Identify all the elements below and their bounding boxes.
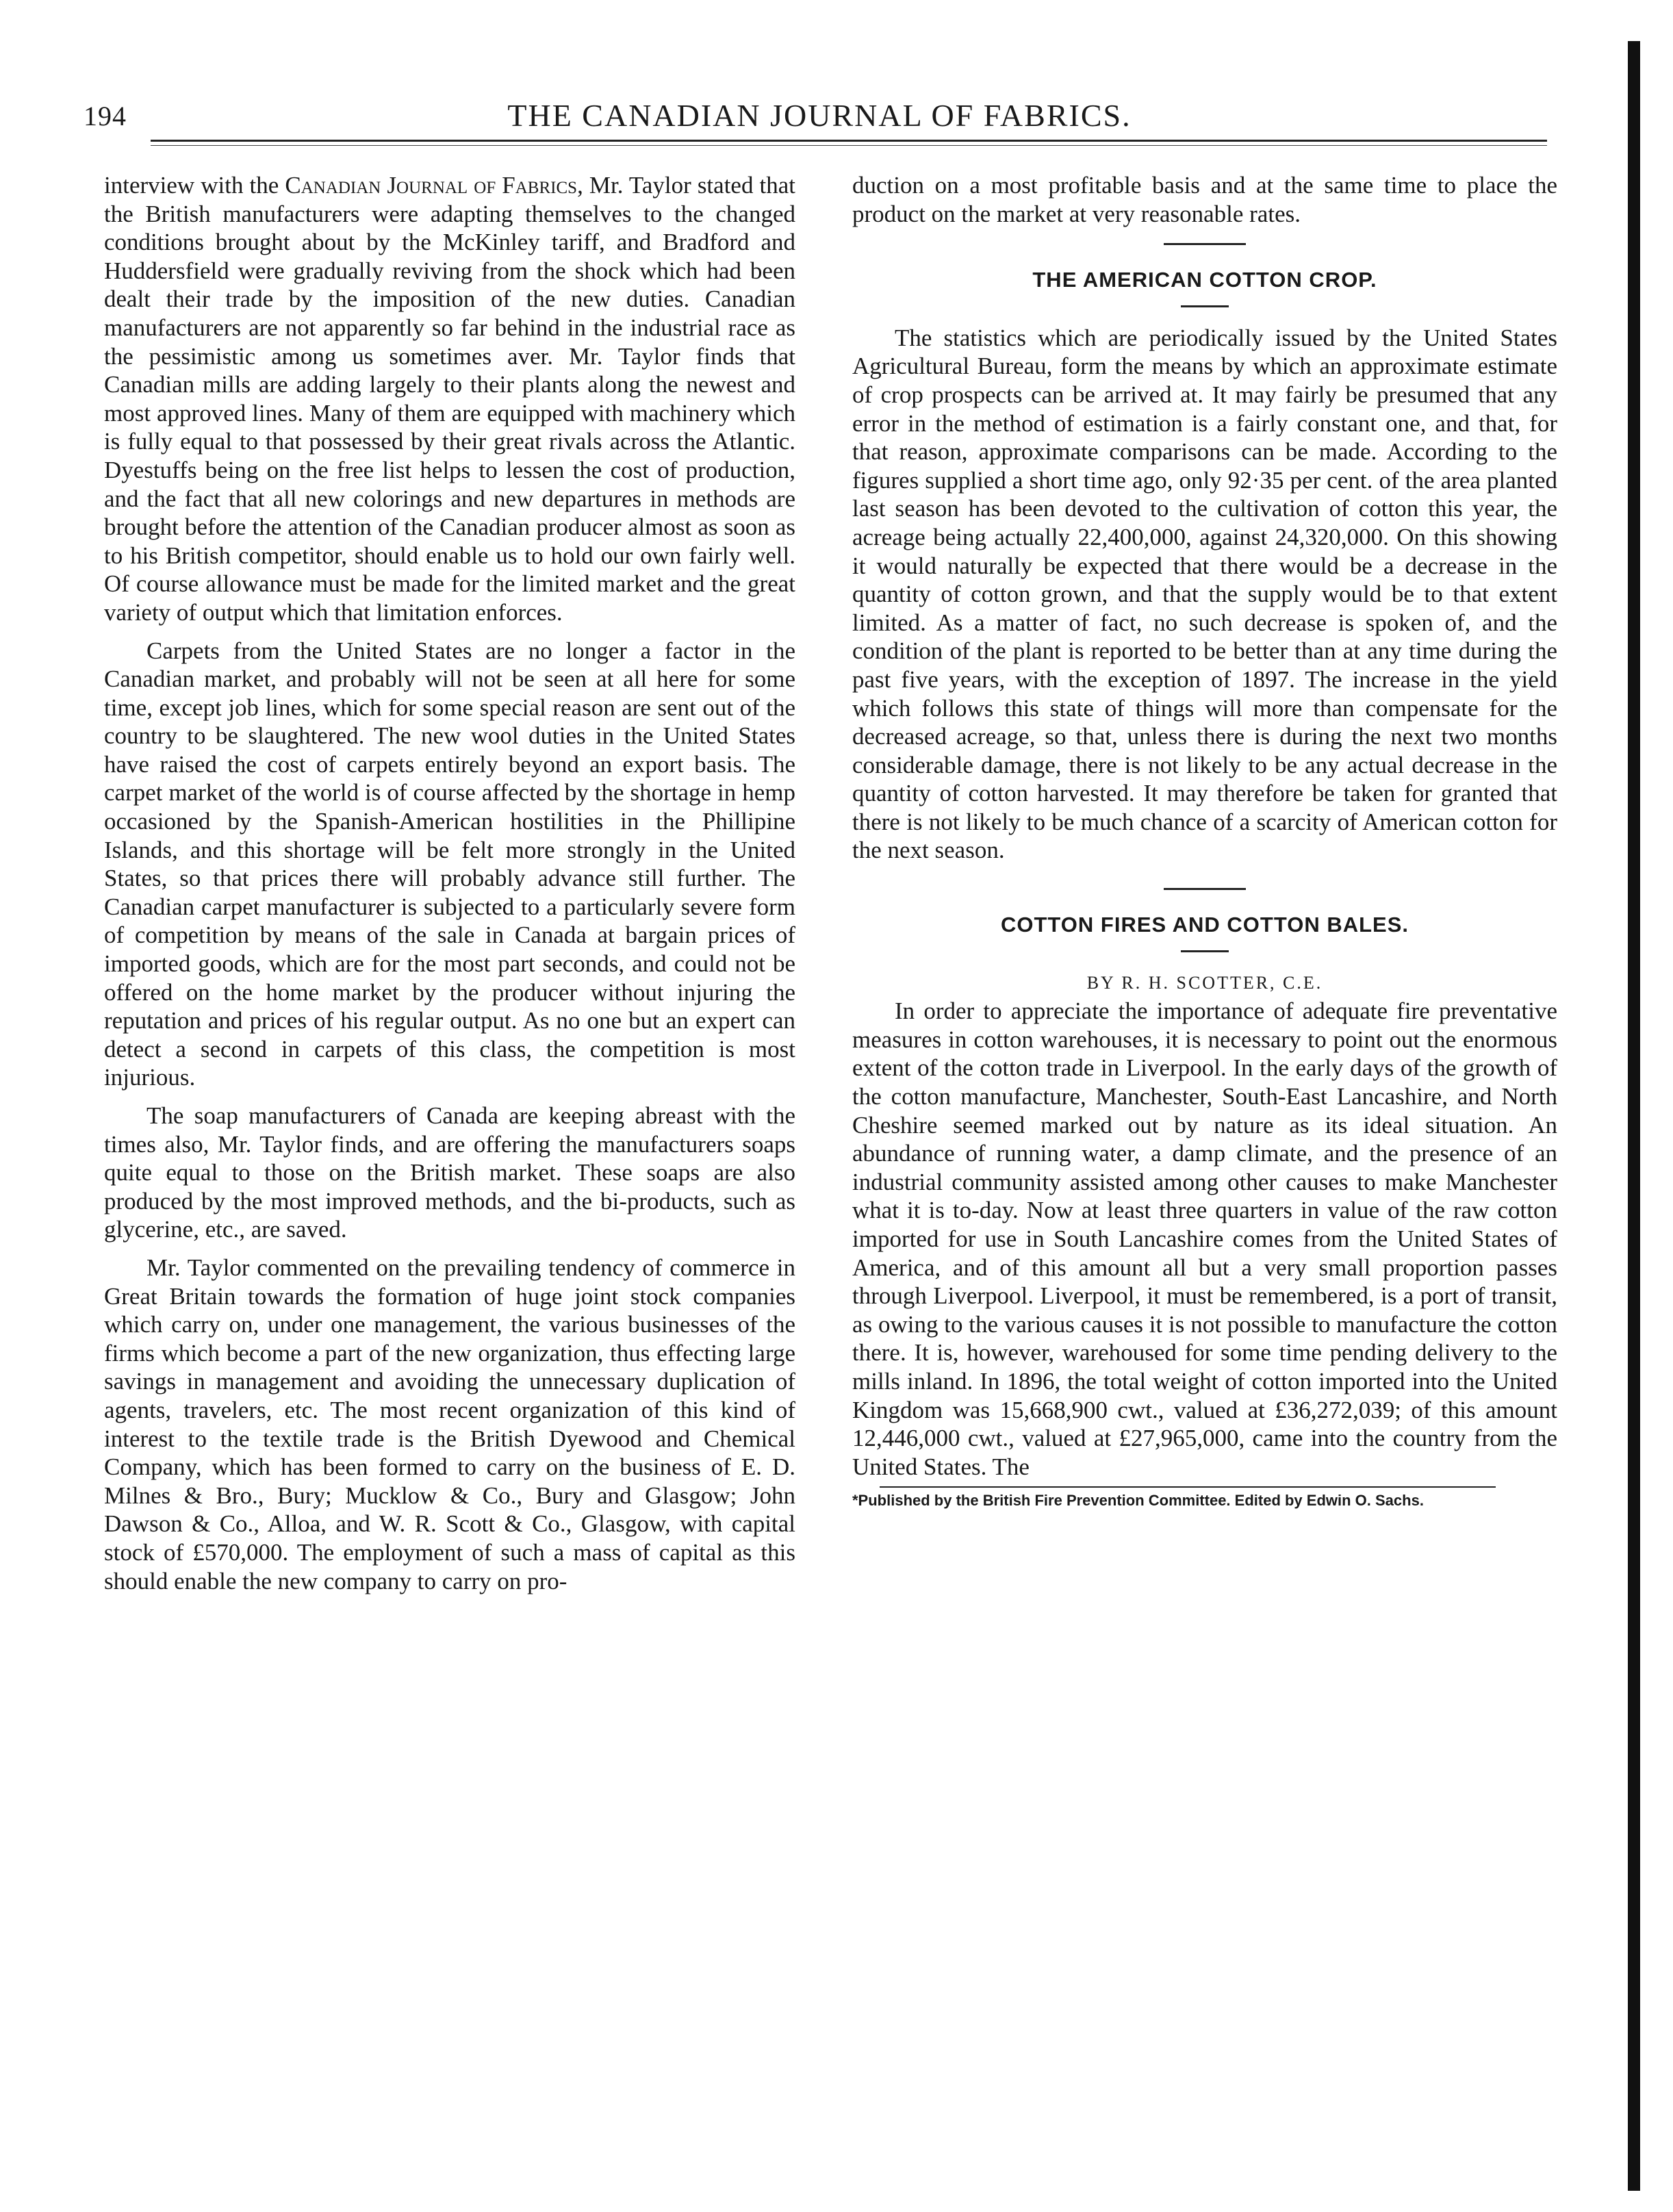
left-column bbox=[104, 171, 795, 1595]
paragraph-joint-stock: Mr. Taylor commented on the prevailing tendency of commerce in Great Britain towards the formation of huge joint stock companies which carry on, under one management, the various businesses of the firms which become a part of the new organization, thus effecting large savings in management and avoiding the unnecessary duplication of agents, travelers, etc. The most recent organization of this kind of interest to the textile trade is the British Dyewood and Chemical Company, which has been formed to carry on the business of E. D. Milnes & Bro., Bury; Mucklow & Co., Bury and Glasgow; John Dawson & Co., Alloa, and W. R. Scott & Co., Glasgow, with capital stock of £570,000. The employment of such a mass of capital as this should enable the new company to carry on pro- bbox=[104, 1254, 795, 1594]
footnote-rule bbox=[880, 1486, 1496, 1488]
section-divider bbox=[1164, 243, 1246, 245]
page-number: 194 bbox=[84, 101, 127, 131]
paragraph-cotton-fires: In order to appreciate the importance of adequate fire preventative measures in cotton warehouses, it is necessary to point out the enormous extent of the cotton trade in Liverpool. In the early days of the growth of the cotton manufacture, Manchester, South-East Lancashire, and North Cheshire seemed marked out by nature as its ideal situation. An abundance of running water, a damp climate, and the presence of an industrial community assisted among other causes to make Manchester what it is to-day. Now at least three quarters in value of the raw cotton imported for use in South Lancashire comes from the United States of America, and of this amount all but a very small proportion passes through Liverpool. Liverpool, it must be remembered, is a port of transit, as owing to the various causes it is not possible to manufacture the cotton there. It is, however, warehoused for some time pending delivery to the mills inland. In 1896, the total weight of cotton imported into the United Kingdom was 15,668,900 cwt., valued at £36,272,039; of this amount 12,446,000 cwt., valued at £27,965,000, came into the country from the United States. The bbox=[852, 997, 1557, 1480]
journal-title: THE CANADIAN JOURNAL OF FABRICS. bbox=[507, 98, 1132, 133]
paragraph-continuation: duction on a most profitable basis and at the same time to place the product on the market at very reasonable rates. bbox=[852, 172, 1557, 227]
header-rule bbox=[151, 140, 1547, 146]
byline: BY R. H. SCOTTER, C.E. bbox=[1086, 972, 1323, 993]
footnote: *Published by the British Fire Prevention Committee. Edited by Edwin O. Sachs. bbox=[852, 1492, 1424, 1510]
page-header bbox=[84, 88, 1555, 142]
right-column bbox=[852, 171, 1557, 1510]
paragraph-taylor-interview: interview with the Canadian Journal of Fabrics, Mr. Taylor stated that the British manufacturers were adapting themselves to the changed conditions brought about by the McKinley tariff, and Bradford and Huddersfield were gradually reviving from the shock which had been dealt their trade by the imposition of the new duties. Canadian manufacturers are not apparently so far behind in the industrial race as the pessimistic among us sometimes aver. Mr. Taylor finds that Canadian mills are adding largely to their plants along the newest and most approved lines. Many of them are equipped with machinery which is fully equal to that possessed by their great rivals across the Atlantic. Dyestuffs being on the free list helps to lessen the cost of production, and the fact that all new colorings and new departures in methods are brought before the attention of the Canadian producer almost as soon as to his British competitor, should enable us to hold our own fairly well. Of course allowance must be made for the limited market and the great variety of output which that limitation enforces. bbox=[104, 172, 796, 626]
title-underline bbox=[1181, 950, 1229, 952]
paragraph-cotton-crop: The statistics which are periodically issued by the United States Agricultural Bureau, form the means by which an approximate estimate of crop prospects can be arrived at. It may fairly be presumed that any error in the method of estimation is a fairly constant one, and that, for that reason, approximate comparisons can be made. According to the figures supplied a short time ago, only 92·35 per cent. of the area planted last season has been devoted to the cultivation of cotton this year, the acreage being actually 22,400,000, against 24,320,000. On this showing it would naturally be expected that there would be a decrease in the quantity of cotton grown, and that the supply would be to that extent limited. As a matter of fact, no such decrease is spoken of, and the condition of the plant is reported to be better than at any time during the past five years, with the exception of 1897. The increase in the yield which follows this state of things will more than compensate for the decreased acreage, so that, unless there is during the next two months considerable damage, there is not likely to be any actual decrease in the quantity of cotton harvested. It may therefore be taken for granted that there is not likely to be much chance of a scarcity of American cotton for the next season. bbox=[852, 324, 1557, 864]
section-divider bbox=[1164, 888, 1246, 890]
paragraph-carpets: Carpets from the United States are no longer a factor in the Canadian market, and probably will not be seen at all here for some time, except job lines, which for some special reason are sent out of the country to be slaughtered. The new wool duties in the United States have raised the cost of carpets entirely beyond an export basis. The carpet market of the world is of course affected by the shortage in hemp occasioned by the Spanish-American hostilities in the Phillipine Islands, and this shortage will be felt more strongly in the United States, so that prices there will probably advance still further. The Canadian carpet manufacturer is subjected to a particularly severe form of competition by means of the sale in Canada at bargain prices of imported goods, which are for the most part seconds, and could not be offered on the home market by the producer without injuring the reputation and prices of his regular output. As no one but an expert can detect a second in carpets of this class, the competition is most injurious. bbox=[104, 637, 795, 1091]
section-title-cotton-fires: COTTON FIRES AND COTTON BALES. bbox=[1000, 913, 1409, 937]
section-title-american-cotton-crop: THE AMERICAN COTTON CROP. bbox=[1032, 268, 1377, 292]
journal-name-smallcaps: Canadian Journal of Fabrics bbox=[285, 172, 578, 199]
page-edge-bar bbox=[1628, 41, 1640, 2191]
title-underline bbox=[1181, 305, 1229, 307]
paragraph-soap: The soap manufacturers of Canada are keeping abreast with the times also, Mr. Taylor finds, and are offering the manufacturers soaps quite equal to those on the British market. These soaps are also produced by the most improved methods, and the bi-products, such as glycerine, etc., are saved. bbox=[104, 1102, 795, 1243]
